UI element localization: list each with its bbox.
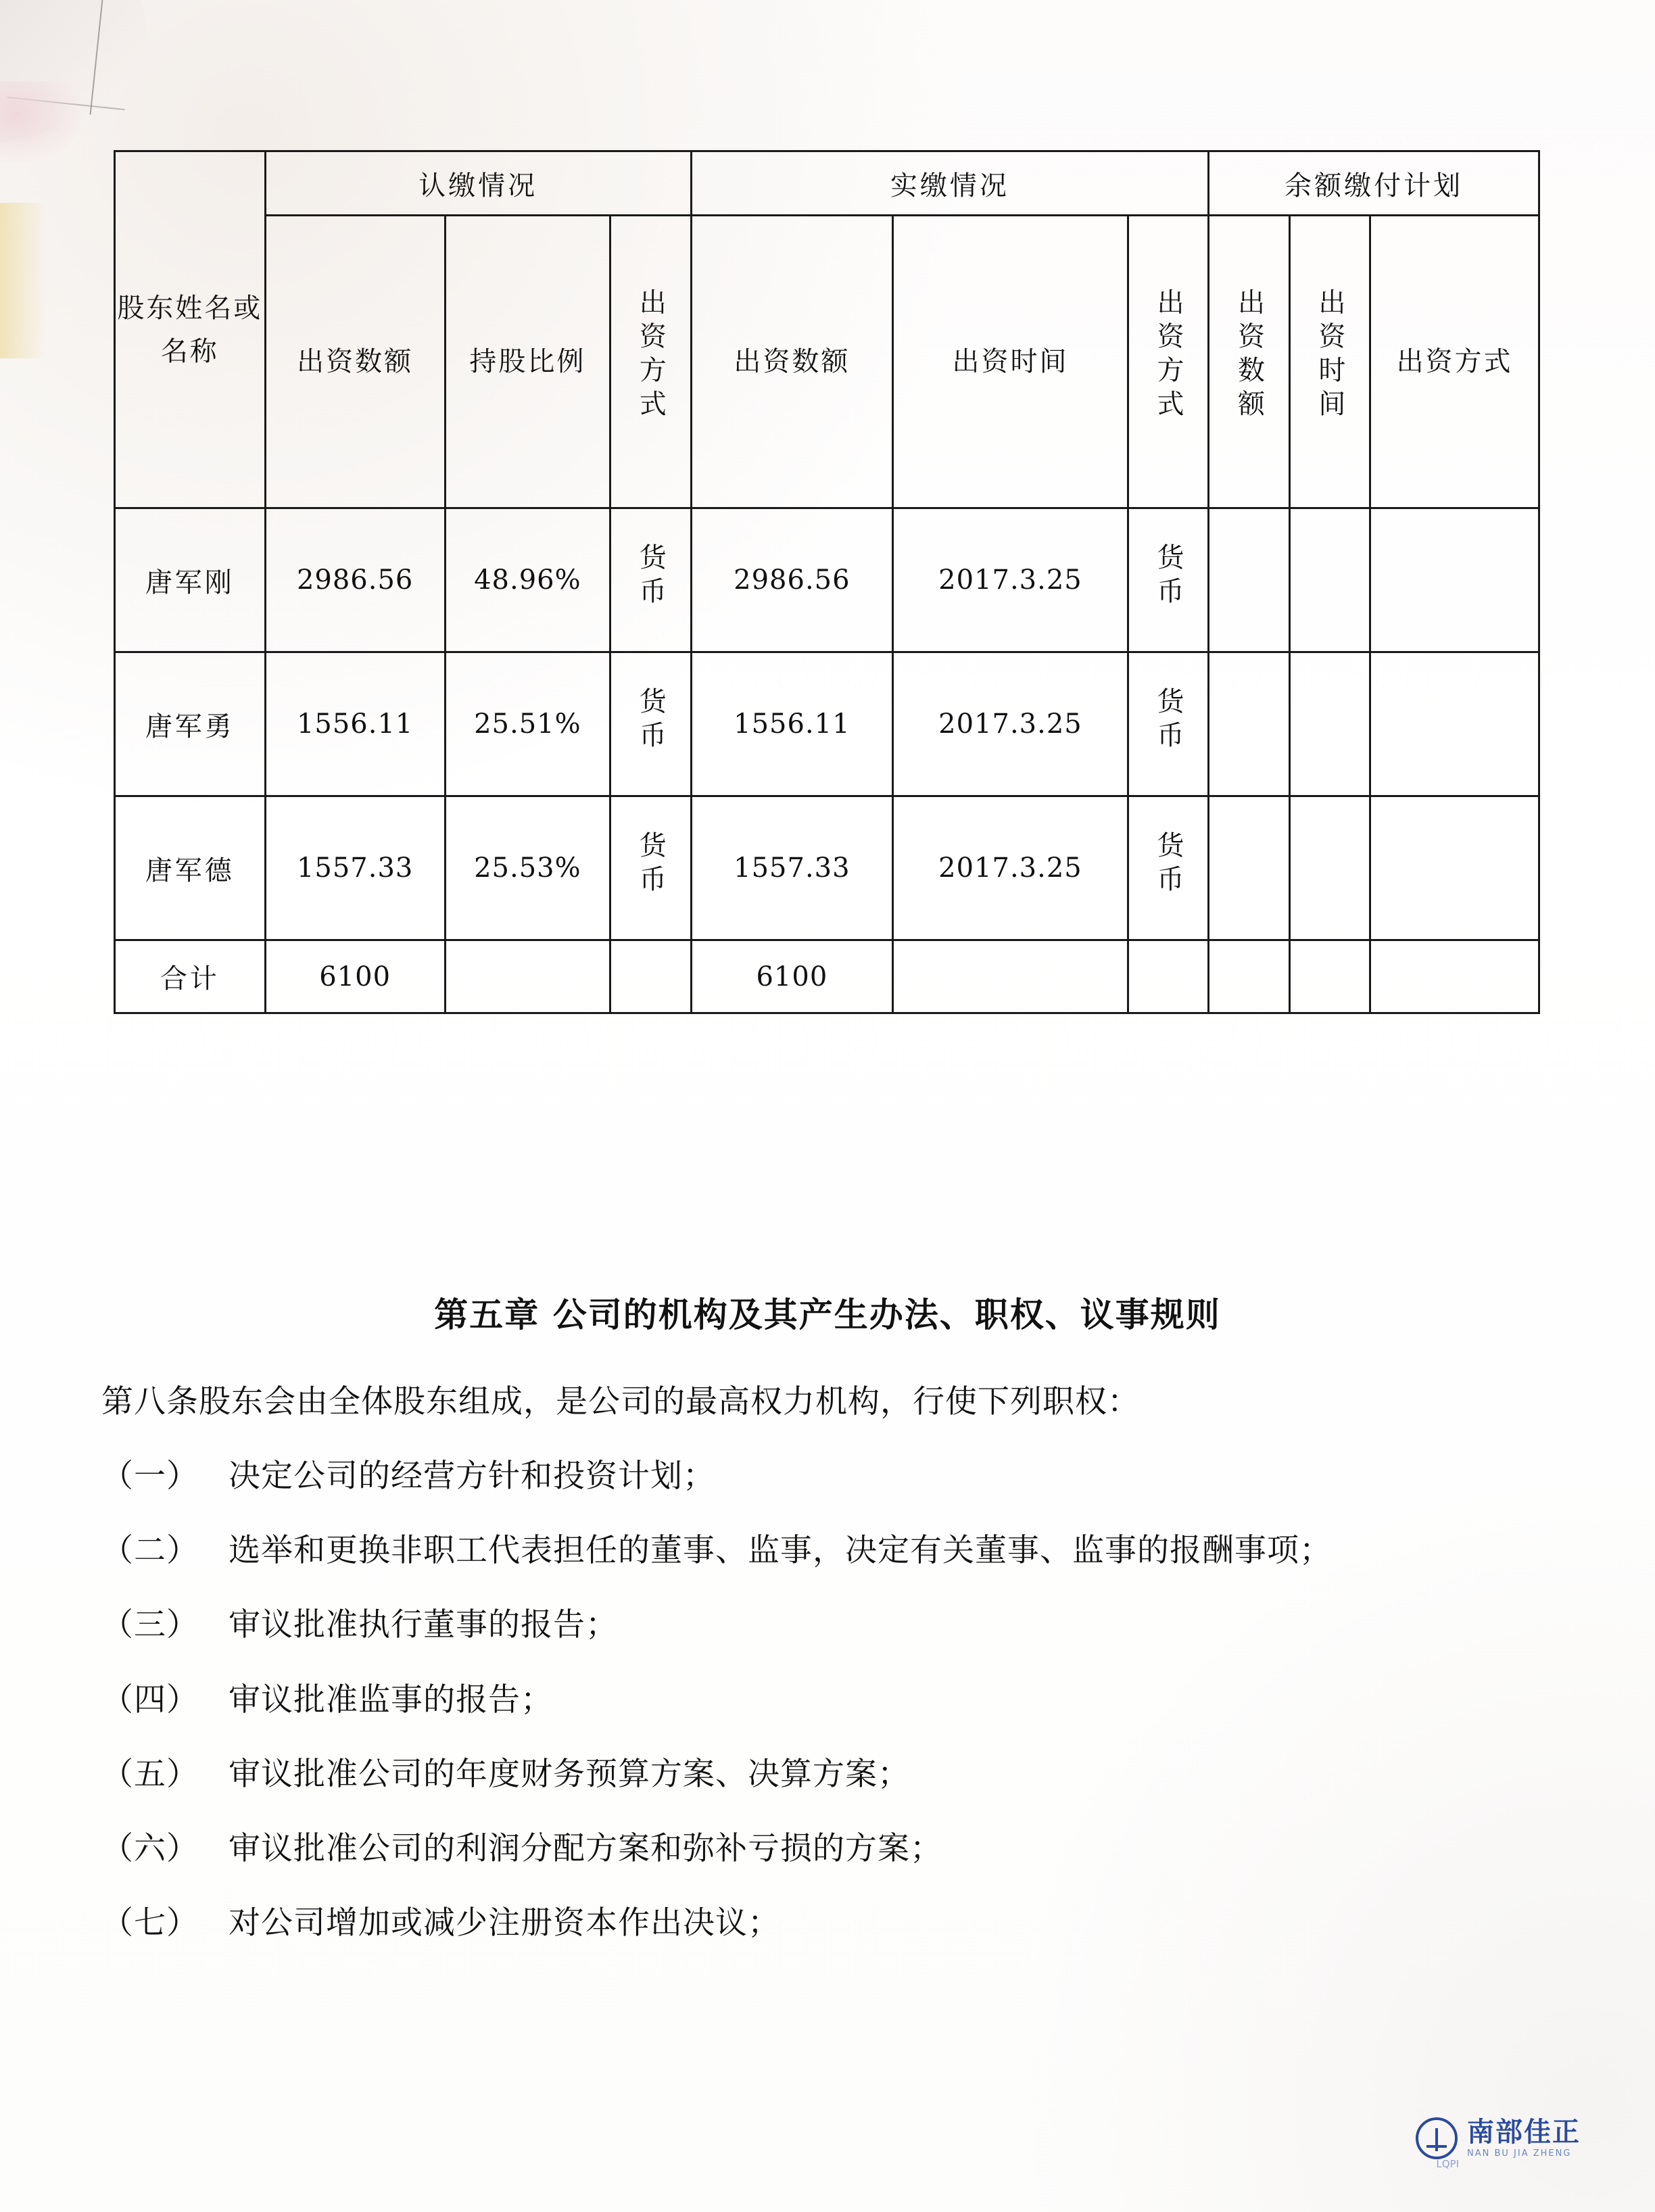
cell-total-paid-time	[893, 940, 1128, 1013]
cell-paid-amount: 1556.11	[691, 652, 893, 796]
list-item-label: （五）	[101, 1755, 199, 1793]
list-item-label: （三）	[101, 1606, 199, 1644]
footer-logo-pinyin: NAN BU JIA ZHENG	[1467, 2148, 1572, 2159]
cell-total-bal-time	[1289, 940, 1370, 1013]
list-item-label: （二）	[101, 1532, 199, 1570]
cell-bal-time	[1289, 796, 1370, 940]
cell-total-label: 合计	[115, 940, 266, 1013]
table-row	[115, 796, 1539, 940]
list-item	[101, 1900, 1575, 1946]
cell-paid-amount: 2986.56	[691, 508, 893, 652]
paragraph-intro	[101, 1379, 1575, 1425]
list-item-label: （四）	[101, 1681, 199, 1718]
scan-corner-artifact	[0, 0, 128, 223]
header-shareholder	[115, 151, 266, 508]
header-sub-ratio: 持股比例	[445, 216, 610, 508]
cell-paid-method: 货币	[1128, 796, 1208, 940]
list-item-label: （七）	[101, 1904, 199, 1942]
cell-bal-time	[1289, 508, 1370, 652]
cell-sub-ratio: 25.53%	[445, 796, 610, 940]
list-item-label: （一）	[101, 1458, 199, 1495]
list-item	[101, 1752, 1575, 1798]
cell-sub-ratio: 48.96%	[445, 508, 610, 652]
cell-sub-method: 货币	[610, 796, 691, 940]
shareholder-contribution-table	[114, 150, 1540, 1014]
cell-bal-method	[1370, 652, 1539, 796]
list-item	[101, 1826, 1575, 1872]
list-item	[101, 1677, 1575, 1723]
list-item	[101, 1528, 1575, 1574]
cell-bal-time	[1289, 652, 1370, 796]
header-paid-method: 出资方式	[1128, 216, 1208, 508]
cell-paid-amount: 1557.33	[691, 796, 893, 940]
table-group-header-row	[115, 151, 1539, 216]
cell-total-bal-amount	[1209, 940, 1289, 1013]
list-item-text: 决定公司的经营方针和投资计划；	[228, 1458, 715, 1495]
header-paid-amount: 出资数额	[691, 216, 893, 508]
table-row	[115, 508, 1539, 652]
header-shareholder-label: 股东姓名或名称	[117, 292, 263, 367]
header-bal-time: 出资时间	[1289, 216, 1370, 508]
cell-paid-time: 2017.3.25	[893, 796, 1128, 940]
table-total-row	[115, 940, 1539, 1013]
cell-shareholder-name: 唐军德	[115, 796, 266, 940]
footer-logo-code: LQPI	[1436, 2158, 1459, 2170]
table-column-header-row	[115, 216, 1539, 508]
cell-paid-time: 2017.3.25	[893, 652, 1128, 796]
group-header-subscribed: 认缴情况	[265, 151, 691, 216]
group-header-paid-in: 实缴情况	[691, 151, 1209, 216]
chapter-title: 第五章 公司的机构及其产生办法、职权、议事规则	[434, 1295, 1221, 1335]
header-paid-time: 出资时间	[893, 216, 1128, 508]
cell-sub-amount: 1557.33	[265, 796, 445, 940]
list-item	[101, 1453, 1575, 1499]
list-item	[101, 1602, 1575, 1648]
cell-paid-time: 2017.3.25	[893, 508, 1128, 652]
list-item-text: 审议批准公司的年度财务预算方案、决算方案；	[228, 1755, 910, 1793]
group-header-balance-plan: 余额缴付计划	[1209, 151, 1539, 216]
footer-logo	[1416, 2117, 1581, 2159]
cell-shareholder-name: 唐军刚	[115, 508, 266, 652]
cell-total-sub-ratio	[445, 940, 610, 1013]
cell-total-bal-method	[1370, 940, 1539, 1013]
list-item-text: 选举和更换非职工代表担任的董事、监事，决定有关董事、监事的报酬事项；	[228, 1532, 1332, 1570]
header-sub-method: 出资方式	[610, 216, 691, 508]
company-mark-icon	[1416, 2117, 1458, 2159]
list-item-text: 审议批准监事的报告；	[228, 1681, 553, 1718]
cell-sub-amount: 2986.56	[265, 508, 445, 652]
cell-bal-amount	[1209, 796, 1289, 940]
cell-sub-ratio: 25.51%	[445, 652, 610, 796]
cell-bal-amount	[1209, 508, 1289, 652]
list-item-text: 审议批准执行董事的报告；	[228, 1606, 618, 1644]
table-row	[115, 652, 1539, 796]
cell-bal-method	[1370, 796, 1539, 940]
body-text	[101, 1379, 1575, 1975]
footer-logo-text: 南部佳正	[1467, 2116, 1581, 2148]
header-sub-amount: 出资数额	[265, 216, 445, 508]
list-item-text: 审议批准公司的利润分配方案和弥补亏损的方案；	[228, 1829, 942, 1867]
cell-sub-method: 货币	[610, 652, 691, 796]
cell-bal-method	[1370, 508, 1539, 652]
cell-total-sub-method	[610, 940, 691, 1013]
cell-sub-method: 货币	[610, 508, 691, 652]
header-bal-amount: 出资数额	[1209, 216, 1289, 508]
cell-total-sub-amount: 6100	[265, 940, 445, 1013]
cell-total-paid-amount: 6100	[691, 940, 893, 1013]
cell-bal-amount	[1209, 652, 1289, 796]
cell-total-paid-method	[1128, 940, 1208, 1013]
cell-sub-amount: 1556.11	[265, 652, 445, 796]
cell-shareholder-name: 唐军勇	[115, 652, 266, 796]
list-item-label: （六）	[101, 1829, 199, 1867]
header-bal-method: 出资方式	[1370, 216, 1539, 508]
cell-paid-method: 货币	[1128, 652, 1208, 796]
paragraph-text: 第八条股东会由全体股东组成，是公司的最高权力机构，行使下列职权：	[101, 1383, 1140, 1420]
list-item-text: 对公司增加或减少注册资本作出决议；	[228, 1904, 780, 1942]
cell-paid-method: 货币	[1128, 508, 1208, 652]
